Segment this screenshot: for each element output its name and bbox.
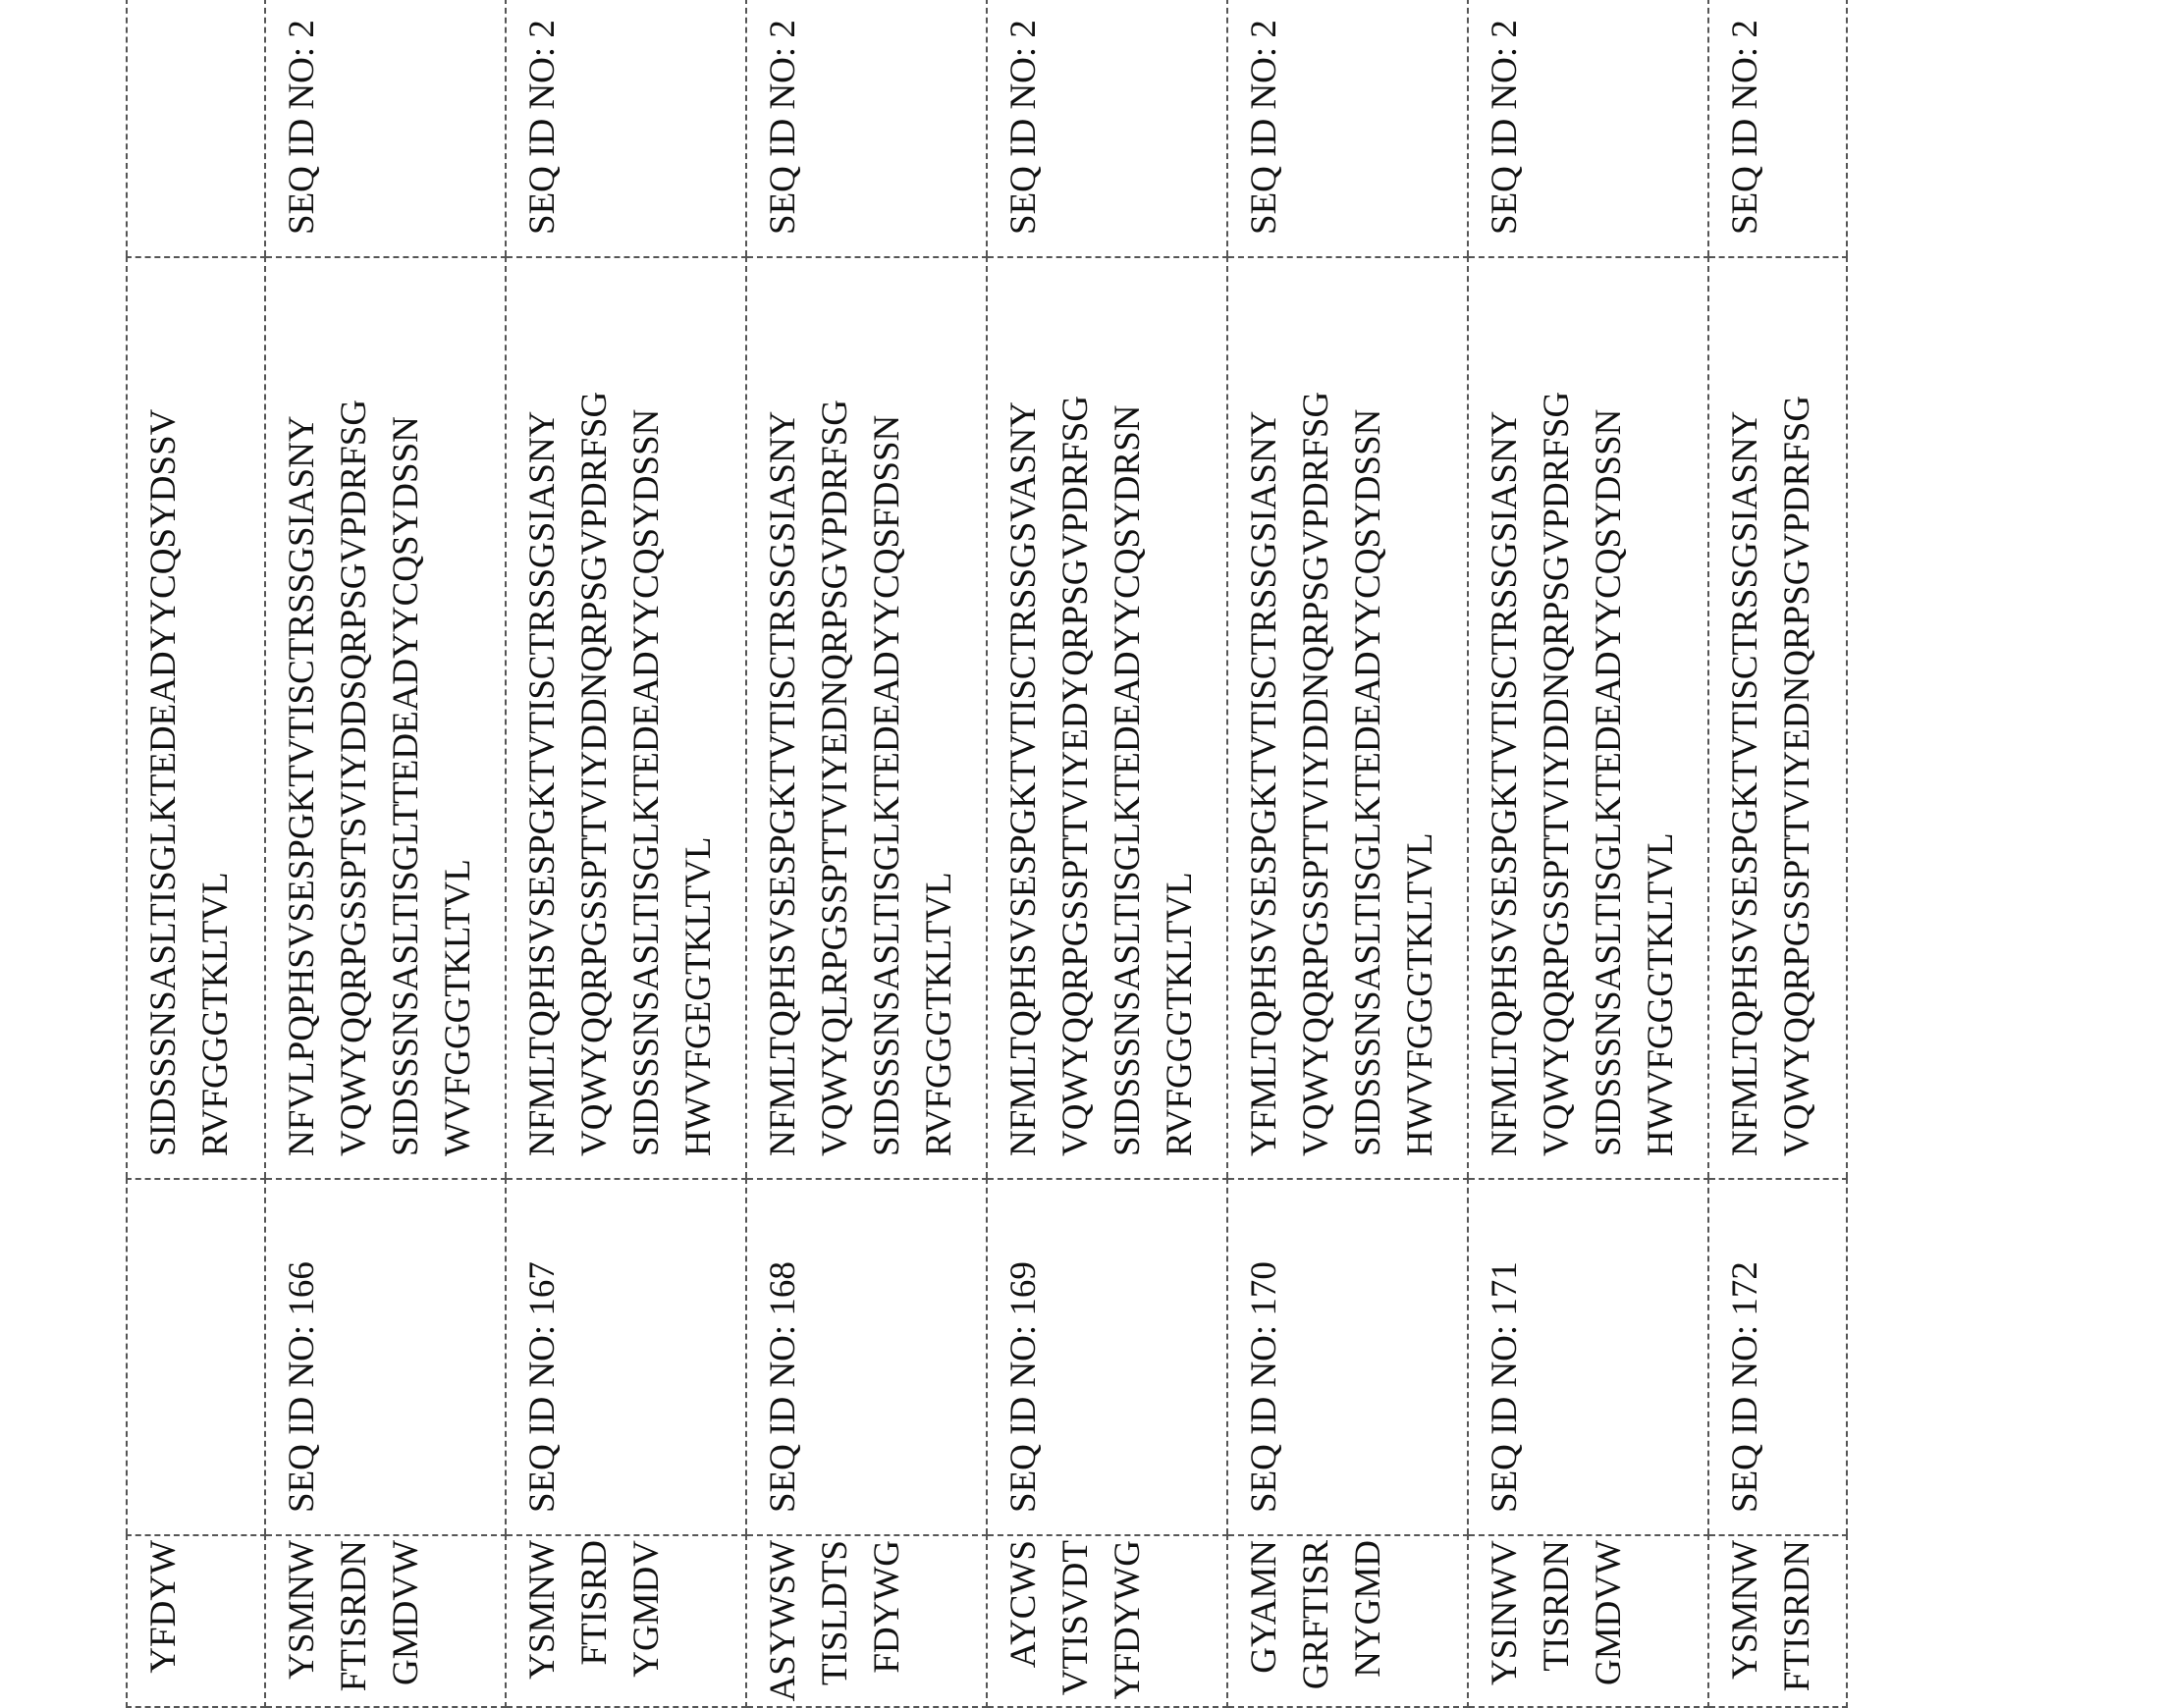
sequence-line: YFDYW: [137, 1540, 189, 1706]
heavy-chain-sequence-cell: [506, 1535, 746, 1707]
table-row: [746, 0, 987, 1707]
sequence-line: SIDSSSNSASLTISGLKTEDEADYYCQSYDSSV: [137, 258, 189, 1156]
sequence-line: TISLDTS: [809, 1540, 861, 1706]
sequence-line: YSMNW: [516, 1540, 568, 1706]
sequence-line: YSINWV: [1479, 1540, 1531, 1706]
seq-id-cell: SEQ ID NO: 171: [1468, 1179, 1708, 1535]
heavy-chain-sequence-cell: [1468, 1535, 1708, 1707]
light-seq-id-cell: SEQ ID NO: 2: [506, 0, 746, 257]
light-seq-id-cell: SEQ ID NO: 2: [1468, 0, 1708, 257]
sequence-line: SIDSSSNSASLTISGLKTEDEADYYCQSFDSSN: [861, 258, 913, 1156]
sequence-line: YSMNW: [1719, 1540, 1771, 1706]
sequence-line: GRFTISR: [1290, 1540, 1342, 1706]
sequence-line: RVFGGGTKLTVL: [913, 258, 965, 1156]
sequence-line: TISRDN: [1531, 1540, 1583, 1706]
sequence-line: GYAMN: [1238, 1540, 1290, 1706]
sequence-line: FTISRDN: [328, 1540, 380, 1706]
sequence-line: SIDSSSNSASLTISGLKTEDEADYYCQSYDSSN: [621, 258, 673, 1156]
sequence-line: VQWYQQRPGSSPTTVIYDDNQRPSGVPDRFSG: [1290, 258, 1342, 1156]
sequence-line: NFVLPQPHSVSESPGKTVTISCTRSSGSIASNY: [276, 258, 328, 1156]
light-seq-id-cell: SEQ ID NO: 2: [1708, 0, 1847, 257]
sequence-line: HWVFGEGTKLTVL: [673, 258, 725, 1156]
seq-id-cell: SEQ ID NO: 167: [506, 1179, 746, 1535]
sequence-line: RVFGGGTKLTVL: [1154, 258, 1206, 1156]
sequence-line: ASYWSW: [757, 1540, 809, 1706]
sequence-line: GMDVW: [380, 1540, 432, 1706]
heavy-chain-sequence-cell: [265, 1535, 506, 1707]
sequence-line: VTISVDT: [1050, 1540, 1102, 1706]
light-seq-id-cell: SEQ ID NO: 2: [746, 0, 987, 257]
sequence-line: VQWYQQRPGSSPTTVIYEDNQRPSGVPDRFSG: [1771, 258, 1823, 1156]
sequence-line: RVFGGGTKLTVL: [189, 258, 242, 1156]
light-chain-sequence-cell: [746, 257, 987, 1179]
heavy-chain-sequence-cell: [127, 1535, 265, 1707]
heavy-chain-sequence-cell: [746, 1535, 987, 1707]
light-chain-sequence-cell: [1227, 257, 1468, 1179]
sequence-line: AYCWS: [998, 1540, 1050, 1706]
sequence-line: VQWYQQRPGSSPTTVIYDDNQRPSGVPDRFSG: [1531, 258, 1583, 1156]
sequence-line: VQWYQQRPGSSPTSVIYDDSQRPSGVPDRFSG: [328, 258, 380, 1156]
sequence-line: NYGMD: [1342, 1540, 1394, 1706]
sequence-line: GMDVW: [1583, 1540, 1635, 1706]
seq-id-cell: SEQ ID NO: 172: [1708, 1179, 1847, 1535]
sequence-line: HWVFGGGTKLTVL: [1635, 258, 1687, 1156]
sequence-line: NFMLTQPHSVSESPGKTVTISCTRSSGSIASNY: [757, 258, 809, 1156]
light-chain-sequence-cell: [265, 257, 506, 1179]
sequence-line: FDYWG: [861, 1540, 913, 1706]
sequence-line: VQWYQQRPGSSPTTVIYEDYQRPSGVPDRFSG: [1050, 258, 1102, 1156]
sequence-line: NFMLTQPHSVSESPGKTVTISCTRSSGSIASNY: [1719, 258, 1771, 1156]
sequence-line: YGMDV: [621, 1540, 673, 1706]
sequence-line: HWVFGGGTKLTVL: [1394, 258, 1446, 1156]
light-chain-sequence-cell: [1468, 257, 1708, 1179]
sequence-line: SIDSSSNSASLTISGLKTEDEADYYCQSYDRSN: [1102, 258, 1154, 1156]
table-row: [1468, 0, 1708, 1707]
sequence-table: [126, 0, 1848, 1708]
table-row: [506, 0, 746, 1707]
sequence-line: VQWYQLRPGSSPTTVIYEDNQRPSGVPDRFSG: [809, 258, 861, 1156]
sequence-line: YFDYWG: [1102, 1540, 1154, 1706]
table-row: [1708, 0, 1847, 1707]
table-row: [987, 0, 1227, 1707]
table-row: [265, 0, 506, 1707]
light-chain-sequence-cell: [506, 257, 746, 1179]
heavy-chain-sequence-cell: [1227, 1535, 1468, 1707]
heavy-chain-sequence-cell: [987, 1535, 1227, 1707]
table-row: [127, 0, 265, 1707]
sequence-line: NFMLTQPHSVSESPGKTVTISCTRSSGSVASNY: [998, 258, 1050, 1156]
table-row: [1227, 0, 1468, 1707]
heavy-chain-sequence-cell: [1708, 1535, 1847, 1707]
light-seq-id-cell: [127, 0, 265, 257]
sequence-line: WVFGGGTKLTVL: [432, 258, 484, 1156]
rotated-document-page: [0, 0, 2162, 1708]
light-chain-sequence-cell: [987, 257, 1227, 1179]
sequence-line: VQWYQQRPGSSPTTVIYDDNQRPSGVPDRFSG: [568, 258, 621, 1156]
sequence-line: SIDSSSNSASLTISGLTTEDEADYYCQSYDSSN: [380, 258, 432, 1156]
light-chain-sequence-cell: [1708, 257, 1847, 1179]
sequence-line: SIDSSSNSASLTISGLKTEDEADYYCQSYDSSN: [1342, 258, 1394, 1156]
sequence-line: FTISRD: [568, 1540, 621, 1706]
sequence-line: NFMLTQPHSVSESPGKTVTISCTRSSGSIASNY: [1479, 258, 1531, 1156]
seq-id-cell: [127, 1179, 265, 1535]
seq-id-cell: SEQ ID NO: 166: [265, 1179, 506, 1535]
light-seq-id-cell: SEQ ID NO: 2: [265, 0, 506, 257]
sequence-line: YFMLTQPHSVSESPGKTVTISCTRSSGSIASNY: [1238, 258, 1290, 1156]
light-seq-id-cell: SEQ ID NO: 2: [1227, 0, 1468, 257]
light-seq-id-cell: SEQ ID NO: 2: [987, 0, 1227, 257]
sequence-line: YSMNW: [276, 1540, 328, 1706]
sequence-line: SIDSSSNSASLTISGLKTEDEADYYCQSYDSSN: [1583, 258, 1635, 1156]
sequence-line: FTISRDN: [1771, 1540, 1823, 1706]
light-chain-sequence-cell: [127, 257, 265, 1179]
seq-id-cell: SEQ ID NO: 169: [987, 1179, 1227, 1535]
sequence-line: NFMLTQPHSVSESPGKTVTISCTRSSGSIASNY: [516, 258, 568, 1156]
seq-id-cell: SEQ ID NO: 170: [1227, 1179, 1468, 1535]
seq-id-cell: SEQ ID NO: 168: [746, 1179, 987, 1535]
